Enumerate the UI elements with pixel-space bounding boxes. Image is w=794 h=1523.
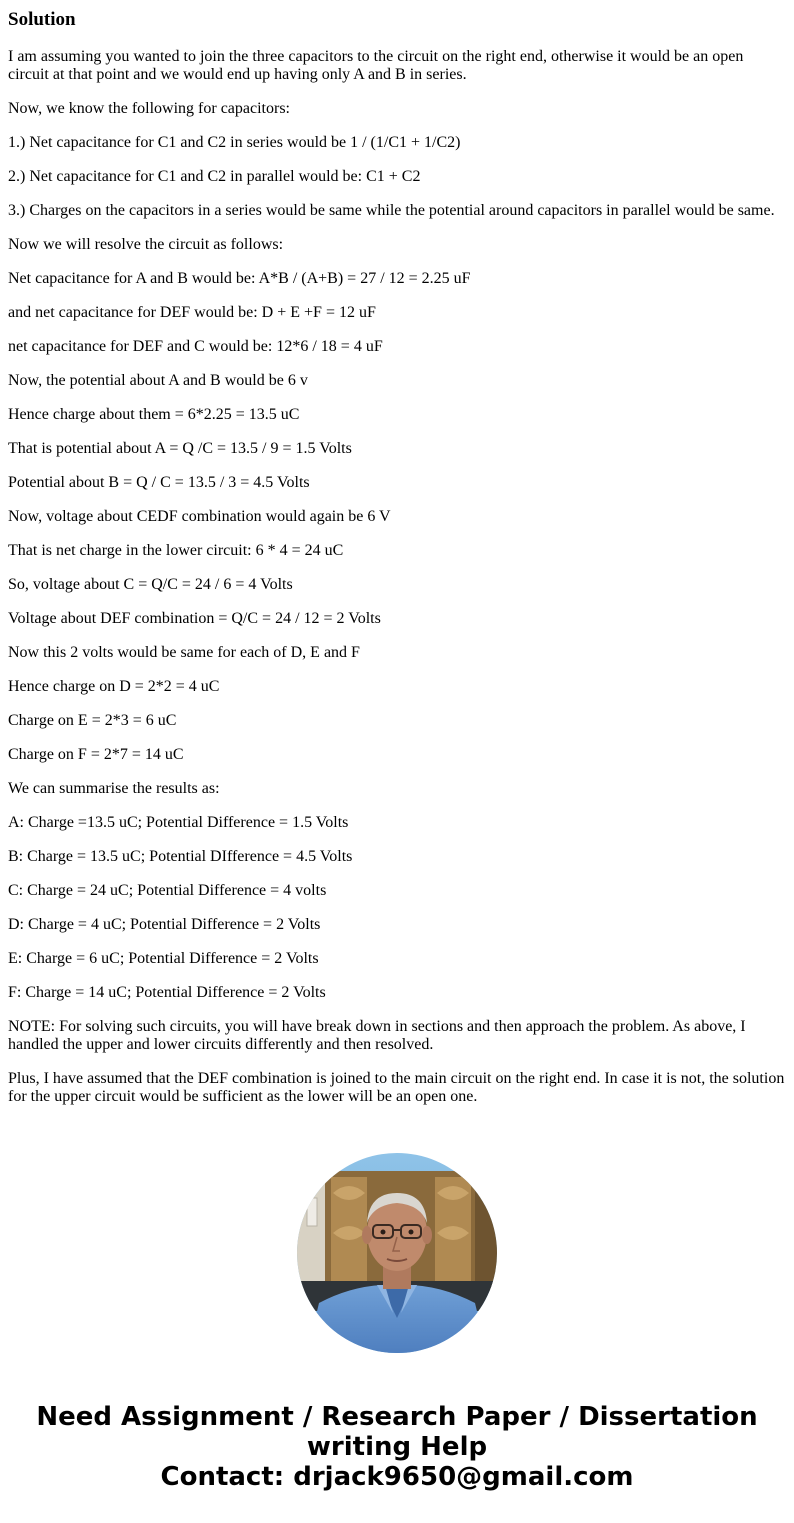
avatar [297,1153,497,1353]
paragraph: We can summarise the results as: [8,780,220,797]
contact-email: Contact: drjack9650@gmail.com [160,1462,634,1492]
rule-charges: 3.) Charges on the capacitors in a series would be same while the potential around capacitors in parallel would be same. [8,202,775,219]
calc-line: Charge on E = 2*3 = 6 uC [8,712,177,729]
calc-line: That is potential about A = Q /C = 13.5 / 9 = 1.5 Volts [8,440,352,457]
calc-line: Voltage about DEF combination = Q/C = 24 / 12 = 2 Volts [8,610,381,627]
calc-line: Now, the potential about A and B would be 6 v [8,372,308,389]
result-e: E: Charge = 6 uC; Potential Difference = 2 Volts [8,950,319,967]
calc-line: Now this 2 volts would be same for each of D, E and F [8,644,360,661]
rule-series: 1.) Net capacitance for C1 and C2 in series would be 1 / (1/C1 + 1/C2) [8,134,461,151]
paragraph: Now we will resolve the circuit as follows: [8,236,284,253]
footer-subheadline: writing Help [306,1432,488,1462]
calc-line: Hence charge on D = 2*2 = 4 uC [8,678,220,695]
calc-line: Charge on F = 2*7 = 14 uC [8,746,184,763]
footer-headline: Need Assignment / Research Paper / Dissertation [36,1402,758,1432]
paragraph: Now, we know the following for capacitors: [8,100,290,117]
paragraph-intro: I am assuming you wanted to join the three capacitors to the circuit on the right end, otherwise it would be an open circuit at that point and we would end up having only A and B in series. [8,48,744,83]
calc-line: So, voltage about C = Q/C = 24 / 6 = 4 Volts [8,576,293,593]
contact-footer [0,1402,794,1492]
calc-line: Now, voltage about CEDF combination would again be 6 V [8,508,391,525]
note-paragraph: NOTE: For solving such circuits, you will have break down in sections and then approach the problem. As above, I handled the upper and lower circuits differently and then resolved. [8,1018,746,1053]
calc-line: and net capacitance for DEF would be: D + E +F = 12 uF [8,304,376,321]
rule-parallel: 2.) Net capacitance for C1 and C2 in parallel would be: C1 + C2 [8,168,421,185]
solution-document [8,8,786,1122]
page-title: Solution [8,9,76,30]
solution-body [8,48,786,1106]
calc-line: Hence charge about them = 6*2.25 = 13.5 uC [8,406,300,423]
assumption-paragraph: Plus, I have assumed that the DEF combination is joined to the main circuit on the right end. In case it is not, the solution for the upper circuit would be sufficient as the lower will be an open one. [8,1070,785,1105]
calc-line: Potential about B = Q / C = 13.5 / 3 = 4.5 Volts [8,474,310,491]
result-c: C: Charge = 24 uC; Potential Difference = 4 volts [8,882,327,899]
person-photo-icon [297,1153,497,1353]
calc-line: Net capacitance for A and B would be: A*B / (A+B) = 27 / 12 = 2.25 uF [8,270,471,287]
result-f: F: Charge = 14 uC; Potential Difference = 2 Volts [8,984,326,1001]
result-a: A: Charge =13.5 uC; Potential Difference = 1.5 Volts [8,814,349,831]
calc-line: net capacitance for DEF and C would be: 12*6 / 18 = 4 uF [8,338,383,355]
result-b: B: Charge = 13.5 uC; Potential DIfference = 4.5 Volts [8,848,353,865]
calc-line: That is net charge in the lower circuit: 6 * 4 = 24 uC [8,542,344,559]
result-d: D: Charge = 4 uC; Potential Difference = 2 Volts [8,916,321,933]
